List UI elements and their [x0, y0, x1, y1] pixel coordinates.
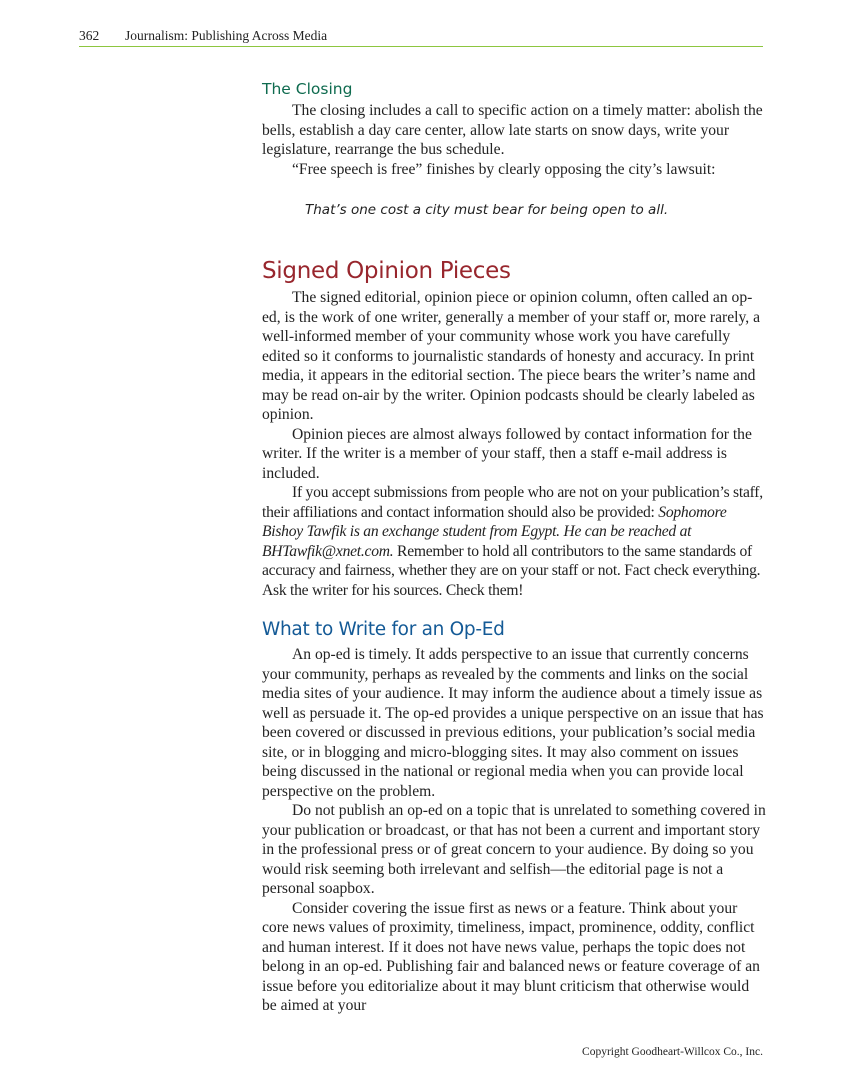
page-number: 362: [79, 28, 100, 43]
signed-opinion-paragraph-1: The signed editorial, opinion piece or opinion column, often called an op-ed, is the work of one writer, generally a member of your staff or, more rarely, a well-informed member of your community whose work you have carefully edited so it conforms to journalistic standards of honesty and accuracy. In print media, it appears in the editorial section. The piece bears the writer’s name and may be read on-air by the writer. Opinion podcasts should be clearly labeled as opinion.: [262, 289, 760, 423]
heading-the-closing: The Closing: [262, 80, 353, 98]
contact-example: Sophomore Bishoy Tawfik is an exchange student from Egypt. He can be reached at BHTawfik@xnet.com.: [262, 503, 727, 560]
signed-opinion-paragraph-2: Opinion pieces are almost always followed by contact information for the writer. If the writer is a member of your staff, then a staff e-mail address is included.: [262, 425, 752, 482]
closing-paragraph-1: The closing includes a call to specific action on a timely matter: abolish the bells, establish a day care center, allow late starts on snow days, write your legislature, rearrange the bus schedule.: [262, 102, 763, 158]
what-to-write-paragraph-3: Consider covering the issue first as news or a feature. Think about your core news values of proximity, timeliness, impact, prominence, oddity, conflict and human interest. If it does not have news value, perhaps the topic does not belong in an op-ed. Publishing fair and balanced news or feature coverage of an issue before you editorialize about it may blunt criticism that otherwise would be aimed at your: [262, 899, 760, 1014]
copyright-footer: Copyright Goodheart-Willcox Co., Inc.: [582, 1046, 763, 1058]
what-to-write-paragraph-1: An op-ed is timely. It adds perspective to an issue that currently concerns your community, perhaps as revealed by the comments and links on the social media sites of your audience. It may inform the audience about a timely issue as well as persuade it. The op-ed provides a unique perspective on an issue that has been covered or discussed in previous editions, your publication’s social media site, or in blogging and micro-blogging sites. It may also comment on issues being discussed in the national or regional media when you can provide local perspective on the problem.: [262, 646, 764, 800]
book-title: Journalism: Publishing Across Media: [125, 28, 328, 43]
heading-what-to-write: What to Write for an Op-Ed: [262, 619, 505, 640]
submissions-rest: Remember to hold all contributors to the same standards of accuracy and fairness, whether they are on your staff or not. Fact check everything. Ask the writer for his sources. Check them!: [262, 542, 761, 599]
heading-signed-opinion-pieces: Signed Opinion Pieces: [262, 258, 511, 284]
signed-opinion-paragraph-3: [262, 483, 767, 600]
what-to-write-paragraph-2: Do not publish an op-ed on a topic that is unrelated to something covered in your publication or broadcast, or that has not been a current and important story in the professional press or of great concern to your audience. By doing so you would risk seeming both irrelevant and selfish—the editorial page is not a personal soapbox.: [262, 802, 766, 897]
page-body: [262, 78, 767, 1016]
closing-paragraph-2: “Free speech is free” finishes by clearly opposing the city’s lawsuit:: [292, 160, 716, 178]
closing-quote: That’s one cost a city must bear for being open to all.: [305, 202, 669, 218]
running-header: [79, 28, 763, 47]
submissions-intro: If you accept submissions from people who are not on your publication’s staff, their affiliations and contact information should also be provided:: [262, 484, 763, 521]
